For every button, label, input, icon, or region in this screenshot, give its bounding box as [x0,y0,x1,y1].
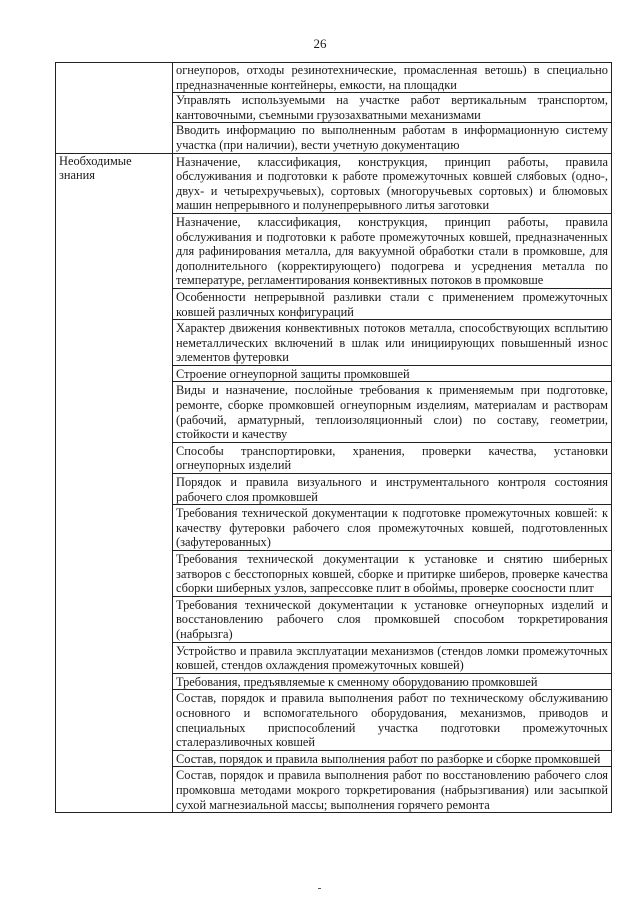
knowledge-item: Требования технической документации к установке огнеупорных изделий и восстановлению рабочего слоя промковшей способом торкретирования (набрызга) [173,597,611,643]
knowledge-item: Требования технической документации к подготовке промежуточных ковшей: к качеству футеровки рабочего слоя промежуточных ковшей, подготовленных (зафутерованных) [173,505,611,551]
skills-row-1 [56,63,612,93]
knowledge-item: Виды и назначение, послойные требования к применяемым при подготовке, ремонте, сборке промковшей огнеупорным изделиям, материалам и растворам (рабочий, арматурный, теплоизоляционный слои) по составу, геометрии, стойкости и качеству [173,382,611,442]
knowledge-item: Характер движения конвективных потоков металла, способствующих всплытию неметаллических включений в шлак или инициирующих повышенный износ элементов футеровки [173,320,611,366]
page-number: 26 [313,36,327,51]
knowledge-label-cell: Необходимые знания [56,153,173,813]
knowledge-item: Назначение, классификация, конструкция, принцип работы, правила обслуживания и подготовки к работе промежуточных ковшей слябовых (одно-, двух- и четырехручьевых), сортовых (многоручьевых сортовых) и блюмовых машин непрерывного и полунепрерывного литья заготовки [173,154,611,214]
knowledge-item: Строение огнеупорной защиты промковшей [173,366,611,383]
knowledge-item: Требования, предъявляемые к сменному оборудованию промковшей [173,674,611,691]
knowledge-item: Состав, порядок и правила выполнения работ по разборке и сборке промковшей [173,751,611,768]
knowledge-item: Порядок и правила визуального и инструментального контроля состояния рабочего слоя промковшей [173,474,611,505]
knowledge-item: Состав, порядок и правила выполнения работ по техническому обслуживанию основного и вспомогательного оборудования, механизмов, приводов и специальных приспособлений участка подготовки промежуточных сталеразливочных ковшей [173,690,611,750]
knowledge-item: Состав, порядок и правила выполнения работ по восстановлению рабочего слоя промковша методами мокрого торкретирования (набрызгивания) или засыпкой сухой магнезиальной массы; выполнения горячего ремонта [176,768,608,812]
skill-item: Управлять используемыми на участке работ вертикальным транспортом, кантовочными, съемными грузозахватными механизмами [173,93,612,123]
knowledge-item: Особенности непрерывной разливки стали с применением промежуточных ковшей различных конфигураций [173,289,611,320]
knowledge-item: Устройство и правила эксплуатации механизмов (стендов ломки промежуточных ковшей, стендов охлаждения промежуточных ковшей) [173,643,611,674]
skill-item: Вводить информацию по выполненным работам в информационную систему участка (при наличии), вести учетную документацию [173,123,612,153]
knowledge-list [173,154,611,813]
scan-artifact-mark [318,888,321,889]
knowledge-row [56,153,612,813]
knowledge-item: Требования технической документации к установке и снятию шиберных затворов с бесстопорных ковшей, сборке и притирке шиберов, проверке качества сборки шиберных узлов, запрессовке плит в обоймы, проверке соосности плит [173,551,611,597]
knowledge-item: Способы транспортировки, хранения, проверки качества, установки огнеупорных изделий [173,443,611,474]
skills-label-cell [56,63,173,154]
knowledge-items-cell [173,153,612,813]
skill-item: огнеупоров, отходы резинотехнические, промасленная ветошь) в специально предназначенные контейнеры, емкости, на площадки [173,63,612,93]
knowledge-item: Назначение, классификация, конструкция, принцип работы, правила обслуживания и подготовки к работе промежуточных ковшей, предназначенных для рафинирования металла, для вакуумной обработки стали в промковше, для дополнительного (корректирующего) подогрева и усреднения металла по температуре, регламентирования конвективных потоков в промковше [173,214,611,289]
professional-standard-table [55,62,612,813]
